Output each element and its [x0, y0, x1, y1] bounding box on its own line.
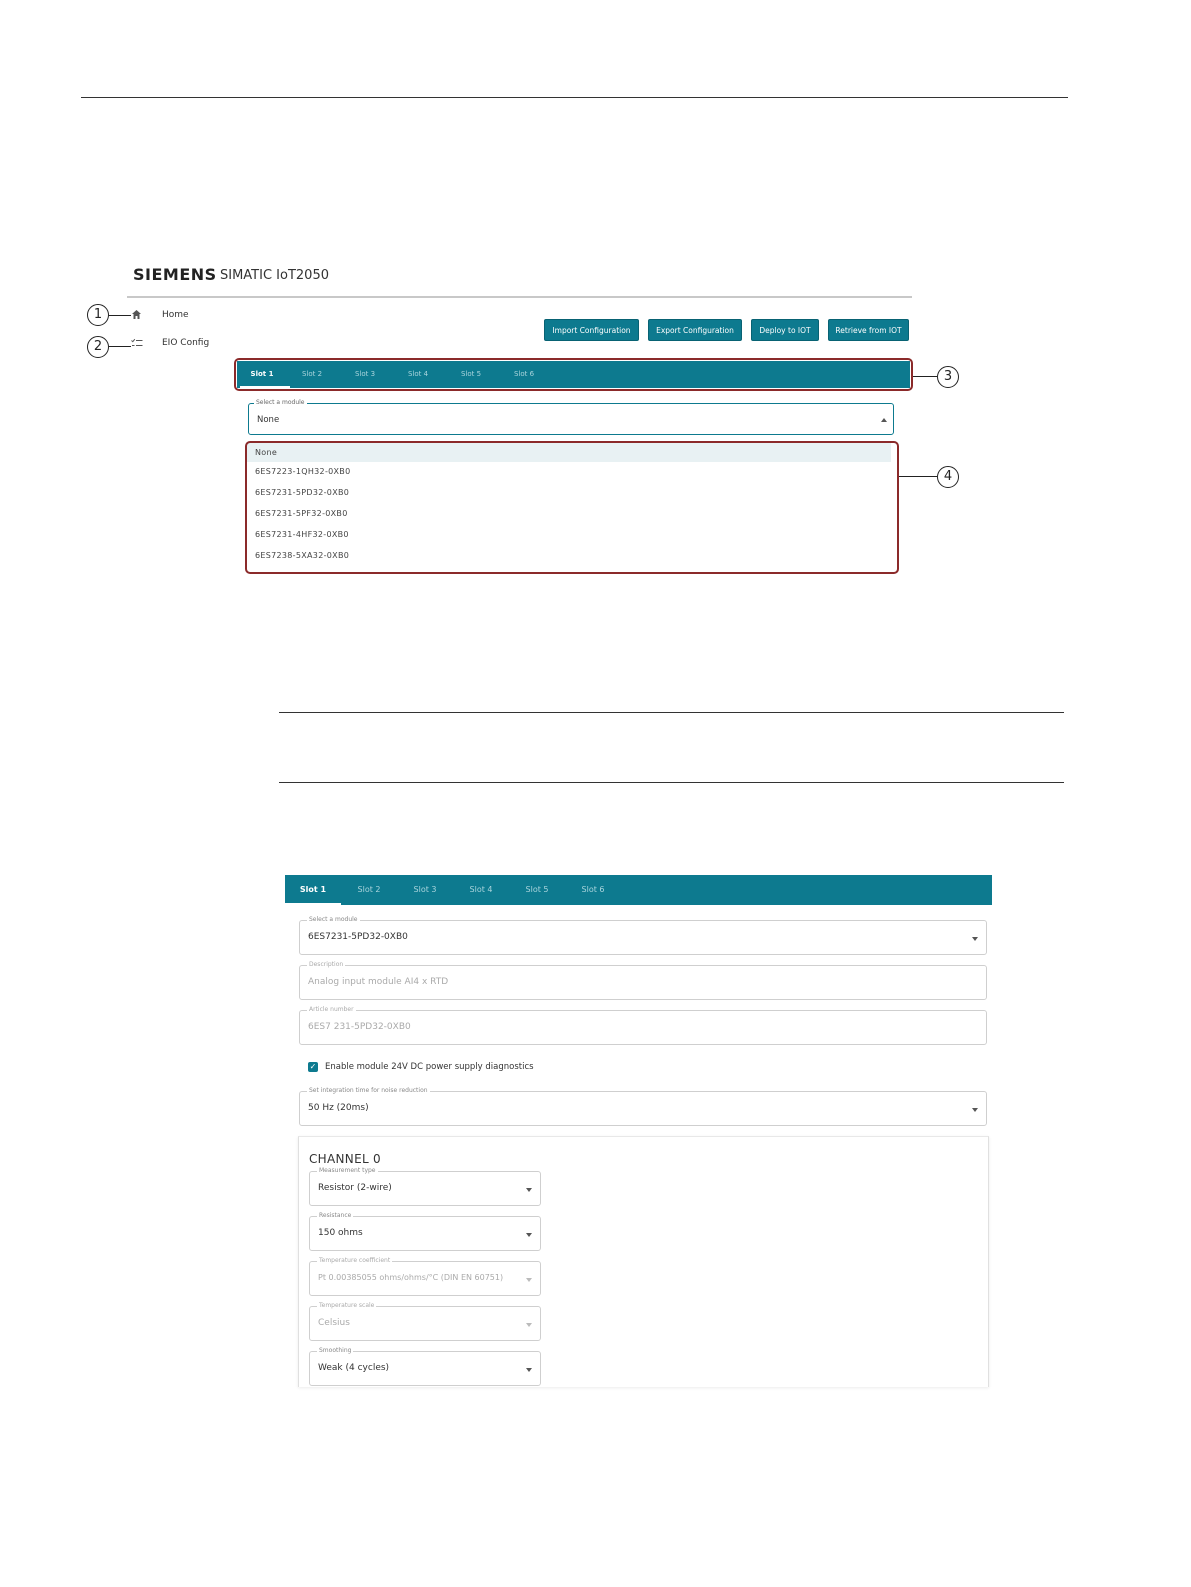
chevron-down-icon: [526, 1278, 532, 1282]
callout-2-line: [109, 346, 131, 347]
deploy-to-iot-button[interactable]: Deploy to IOT: [751, 319, 819, 341]
export-configuration-button[interactable]: Export Configuration: [648, 319, 742, 341]
import-configuration-button[interactable]: Import Configuration: [544, 319, 639, 341]
chevron-down-icon: [526, 1368, 532, 1372]
list-item[interactable]: 6ES7231-5PF32-0XB0: [255, 509, 348, 518]
description-label: Description: [309, 961, 344, 968]
retrieve-from-iot-button[interactable]: Retrieve from IOT: [828, 319, 909, 341]
callout-2: 2: [87, 336, 109, 358]
list-item[interactable]: 6ES7231-4HF32-0XB0: [255, 530, 349, 539]
module-select-value: None: [257, 415, 280, 425]
temperature-coefficient-label: Temperature coefficient: [319, 1257, 391, 1264]
tab-slot-4[interactable]: Slot 4: [469, 885, 493, 894]
diagnostics-checkbox[interactable]: ✓: [309, 1062, 317, 1071]
description-field: [299, 961, 987, 1000]
tab-slot-3[interactable]: Slot 3: [413, 885, 437, 894]
tab-slot-1[interactable]: Slot 1: [285, 875, 341, 905]
tab-slot-3[interactable]: Slot 3: [354, 370, 376, 378]
temperature-coefficient-select: [309, 1257, 541, 1296]
integration-time-value: 50 Hz (20ms): [308, 1103, 369, 1113]
callout-1: 1: [87, 304, 109, 326]
article-number-value: 6ES7 231-5PD32-0XB0: [308, 1022, 411, 1032]
list-config-icon[interactable]: [131, 338, 143, 348]
options-callout-frame: [245, 441, 899, 574]
article-number-label: Article number: [309, 1006, 354, 1013]
callout-3: 3: [937, 366, 959, 388]
nav-item-home[interactable]: Home: [162, 310, 189, 320]
tab-slot-5[interactable]: Slot 5: [460, 370, 482, 378]
tab-slot-6[interactable]: Slot 6: [581, 885, 605, 894]
page-top-rule: [81, 97, 1068, 98]
tab-slot-2[interactable]: Slot 2: [301, 370, 323, 378]
resistance-value: 150 ohms: [318, 1228, 363, 1238]
description-value: Analog input module AI4 x RTD: [308, 977, 449, 987]
chevron-down-icon: [972, 1108, 978, 1112]
slot-tab-bar-2: [285, 875, 992, 905]
tab-slot-6[interactable]: Slot 6: [513, 370, 535, 378]
module-select[interactable]: [248, 399, 894, 435]
smoothing-value: Weak (4 cycles): [318, 1363, 390, 1373]
callout-4: 4: [937, 466, 959, 488]
option-none[interactable]: None: [247, 443, 891, 462]
home-icon[interactable]: [131, 309, 142, 320]
module-select-value: 6ES7231-5PD32-0XB0: [308, 932, 408, 942]
brand-logo: SIEMENS: [133, 265, 217, 284]
tab-slot-2[interactable]: Slot 2: [357, 885, 381, 894]
list-item[interactable]: 6ES7223-1QH32-0XB0: [255, 467, 351, 476]
tab-slot-1[interactable]: Slot 1: [237, 361, 287, 388]
chevron-up-icon: [881, 418, 887, 422]
smoothing-label: Smoothing: [319, 1347, 352, 1354]
note-bottom-rule: [279, 782, 1064, 783]
measurement-type-select[interactable]: [309, 1167, 541, 1206]
resistance-label: Resistance: [319, 1212, 352, 1219]
note-top-rule: [279, 712, 1064, 713]
integration-time-select[interactable]: [299, 1087, 987, 1126]
product-title: SIMATIC IoT2050: [220, 268, 329, 283]
measurement-type-label: Measurement type: [319, 1167, 376, 1174]
channel-card: [298, 1136, 989, 1387]
resistance-select[interactable]: [309, 1212, 541, 1251]
chevron-down-icon: [526, 1188, 532, 1192]
measurement-type-value: Resistor (2-wire): [318, 1183, 392, 1193]
temperature-coefficient-value: Pt 0.00385055 ohms/ohms/°C (DIN EN 60751): [318, 1273, 504, 1282]
callout-1-line: [109, 315, 131, 316]
channel-title: CHANNEL 0: [309, 1152, 381, 1166]
callout-3-line: [913, 376, 937, 377]
integration-time-label: Set integration time for noise reduction: [309, 1087, 428, 1094]
module-select-label: Select a module: [309, 916, 358, 923]
temperature-scale-select: [309, 1302, 541, 1341]
tab-slot-5[interactable]: Slot 5: [525, 885, 549, 894]
chevron-down-icon: [526, 1233, 532, 1237]
chevron-down-icon: [972, 937, 978, 941]
smoothing-select[interactable]: [309, 1347, 541, 1386]
chevron-down-icon: [526, 1323, 532, 1327]
article-number-field: [299, 1006, 987, 1045]
nav-item-eio-config[interactable]: EIO Config: [162, 338, 210, 348]
callout-4-line: [899, 476, 937, 477]
header-divider: [127, 296, 912, 298]
slot-tab-bar: [237, 361, 910, 388]
temperature-scale-label: Temperature scale: [319, 1302, 375, 1309]
module-select[interactable]: [299, 916, 987, 955]
temperature-scale-value: Celsius: [318, 1318, 350, 1328]
tab-slot-4[interactable]: Slot 4: [407, 370, 429, 378]
list-item[interactable]: 6ES7231-5PD32-0XB0: [255, 488, 350, 497]
diagnostics-checkbox-label: Enable module 24V DC power supply diagnostics: [325, 1062, 534, 1072]
module-select-label: Select a module: [256, 399, 305, 406]
list-item[interactable]: 6ES7238-5XA32-0XB0: [255, 551, 350, 560]
